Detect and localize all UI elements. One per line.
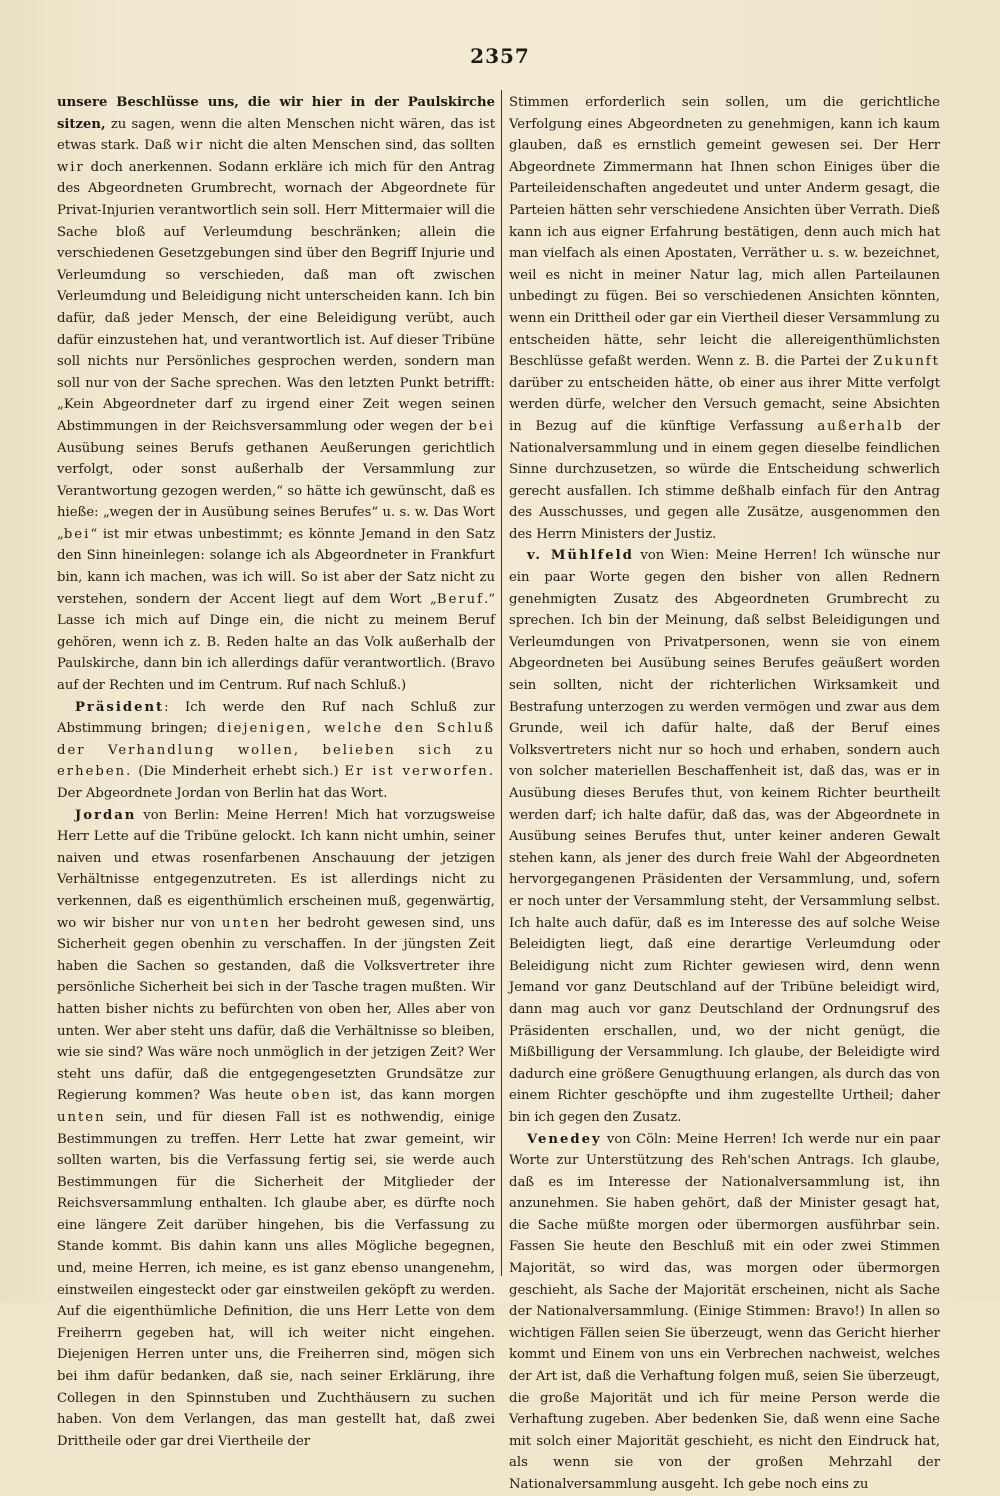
text-run: Der Abgeordnete Jordan von Berlin hat das Wort. (57, 786, 388, 801)
column-divider (501, 90, 502, 1276)
spaced-emphasis: außerhalb (817, 418, 904, 434)
text-run: von Cöln: Meine Herren! Ich werde nur ein paar Worte zur Unterstützung des Reh'schen Antrags. Ich glaube, daß es im Interesse der Nationalversammlung ist, ihn anzunehmen. Sie haben gehört, daß der Minister gesagt hat, die Sache müßte morgen oder übermorgen ausführbar sein. Fassen Sie heute den Beschluß mit ein oder zwei Stimmen Majorität, so wird das, was morgen oder übermorgen geschieht, als Sache der Majorität erscheinen, nicht als Sache der Nationalversammlung. (Einige Stimmen: Bravo!) In allen so wichtigen Fällen seien Sie überzeugt, wenn das Gericht hierher kommt und Einem von uns ein Verbrechen nachweist, welches der Art ist, daß die Verhaftung folgen muß, seien Sie überzeugt, die große Majorität und ich für meine Person werde die Verhaftung zugeben. Aber bedenken Sie, daß wenn eine Sache mit solch einer Majorität geschieht, es nicht den Eindruck hat, als wenn sie von der großen Mehrzahl der Nationalversammlung ausgeht. Ich gebe noch eins zu (509, 1131, 940, 1492)
spaced-emphasis: diejenigen, welche den Schluß der Verhandlung wollen, belieben sich zu erheben. (57, 721, 495, 780)
speaker-name: Venedey (527, 1131, 602, 1147)
text-run: der Nationalversammlung und in einem gegen dieselbe feindlichen Sinne durchzusetzen, so würde die Entscheidung schwerlich gerecht ausfallen. Ich stimme deßhalb einfach für den Antrag des Ausschusses, und gegen alle Zusätze, ausgenommen den des Herrn Ministers der Justiz. (509, 418, 940, 542)
text-run: “ ist mir etwas unbestimmt; es könnte Jemand in den Satz den Sinn hineinlegen: solange ich als Abgeordneter in Frankfurt bin, kann ich machen, was ich will. So ist aber der Satz nicht zu verstehen, sondern der Accent liegt auf dem Wort „ (57, 526, 495, 607)
spaced-emphasis: Er ist verworfen. (344, 764, 495, 780)
text-run: zu sagen, wenn die alten Menschen nicht wären, das ist etwas stark. Daß (57, 116, 495, 154)
left-column (57, 92, 496, 1449)
spaced-emphasis: Beruf (436, 591, 485, 607)
text-run: Ausübung seines Berufs gethanen Aeußerungen gerichtlich verfolgt, oder sonst außerhalb der Versammlung zur Verantwortung gezogen werden,“ so hätte ich gewünscht, daß es hieße: „wegen der in Ausübung seines Berufes“ u. s. w. Das Wort „ (57, 440, 495, 542)
spaced-emphasis: bei (63, 526, 91, 542)
spaced-emphasis: wir (176, 138, 205, 154)
paragraph (57, 92, 495, 697)
right-column (509, 92, 940, 1492)
text-run: darüber zu entscheiden hätte, ob einer aus ihrer Mitte verfolgt werden dürfe, welcher den Versuch gemacht, seine Absichten in Bezug auf die künftige Verfassung (509, 375, 940, 434)
page-number: 2357 (470, 44, 530, 68)
text-run: sein, und für diesen Fall ist es nothwendig, einige Bestimmungen zu treffen. Herr Lette hat zwar gemeint, wir sollten warten, bis die Verfassung fertig sei, sie werde auch Bestimmungen für die Sicherheit der Mitglieder der Reichsversammlung enthalten. Ich glaube aber, es dürfte noch eine längere Zeit darüber hingehen, bis die Verfassung zu Stande kommt. Bis dahin kann uns alles Mögliche begegnen, und, meine Herren, ich meine, es ist ganz ebenso unangenehm, einstweilen eingesteckt oder gar einstweilen geköpft zu werden. Auf die eigenthümliche Definition, die uns Herr Lette von dem Freiherrn gegeben hat, will ich weiter nicht eingehen. Diejenigen Herren unter uns, die Freiherren sind, mögen sich bei ihm dafür bedanken, daß sie, nach seiner Erklärung, ihre Collegen in den Spinnstuben und Zuchthäusern zu suchen haben. Von dem Verlangen, das man gestellt hat, daß zwei Drittheile oder gar drei Viertheile der (57, 1109, 495, 1449)
bold-phrase: unsere Beschlüsse uns, die wir hier in der Paulskirche sitzen, (57, 95, 495, 132)
text-run: von Wien: Meine Herren! Ich wünsche nur ein paar Worte gegen den bisher von allen Rednern genehmigten Zusatz des Abgeordneten Grumbrecht zu sprechen. Ich bin der Meinung, daß selbst Beleidigungen und Verleumdungen von Privatpersonen, wenn sie von einem Abgeordneten bei Ausübung seines Berufes geäußert worden sein sollten, nicht der richterlichen Wirksamkeit und Bestrafung unterzogen zu werden vermögen und zwar aus dem Grunde, weil ich dafür halte, daß der Beruf eines Volksvertreters nicht nur so hoch und erhaben, sondern auch von solcher materiellen Beschaffenheit ist, daß das, was er in Ausübung dieses Berufes thut, von keinem Richter beurtheilt werden darf; ich halte dafür, daß das, was der Abgeordnete in Ausübung seines Berufes thut, unter keiner anderen Gewalt stehen kann, als jener des durch freie Wahl der Abgeordneten hervorgegangenen Präsidenten der Versammlung, und, sofern er noch unter der Versammlung steht, der Versammlung selbst. Ich halte auch dafür, daß es im Interesse des auf solche Weise Beleidigten liegt, daß eine derartige Verleumdung oder Beleidigung nicht zum Richter gewiesen wird, denn wenn Jemand vor ganz Deutschland auf der Tribüne beleidigt wird, dann mag auch vor ganz Deutschland der Ordnungsruf des Präsidenten erschallen, und, wo der nicht genügt, die Mißbilligung der Versammlung. Ich glaube, der Beleidigte wird dadurch eine größere Genugthuung erlangen, als durch das von einem Richter geschöpfte und ihm zugestellte Urtheil; daher bin ich gegen den Zusatz. (509, 548, 940, 1125)
text-run: nicht die alten Menschen sind, das sollten (204, 138, 495, 154)
text-run: .“ Lasse ich mich auf Dinge ein, die nicht zu meinem Beruf gehören, wenn ich z. B. Reden halte an das Volk außerhalb der Paulskirche, dann bin ich allerdings dafür verantwortlich. (Bravo auf der Rechten und im Centrum. Ruf nach Schluß.) (57, 591, 495, 694)
text-run: doch anerkennen. Sodann erkläre ich mich für den Antrag des Abgeordneten Grumbrecht, wornach der Abgeordnete für Privat-Injurien verantwortlich sein soll. Herr Mittermaier will die Sache bloß auf Verleumdung beschränken; allein die verschiedenen Gesetzgebungen sind über den Begriff Injurie und Verleumdung so verschieden, daß man oft zwischen Verleumdung und Beleidigung nicht unterscheiden kann. Ich bin dafür, daß jeder Mensch, der eine Beleidigung verübt, auch dafür einzustehen hat, und verantwortlich ist. Auf dieser Tribüne soll nichts nur Persönliches gesprochen werden, sondern man soll nur von der Sache sprechen. Was den letzten Punkt betrifft: „Kein Abgeordneter darf zu irgend einer Zeit wegen seinen Abstimmungen in der Reichsversammlung oder wegen der (57, 159, 495, 434)
speaker-name: Jordan (75, 807, 137, 823)
text-run: : Ich werde den Ruf nach Schluß zur Abstimmung bringen; (57, 699, 495, 737)
speaker-name: Präsident (75, 699, 165, 715)
paragraph (509, 1129, 940, 1496)
text-run: her bedroht gewesen sind, uns Sicherheit gegen obenhin zu verschaffen. In der jüngsten Zeit haben die Sachen so gestanden, daß die Volksvertreter ihre persönliche Sicherheit bei sich in der Tasche tragen mußten. Wir hatten bisher nichts zu befürchten von oben her, Alles aber von unten. Wer aber steht uns dafür, daß die Verhältnisse so bleiben, wie sie sind? Was wäre noch unmöglich in der jetzigen Zeit? Wer steht uns dafür, daß die entgegengesetzten Grundsätze zur Regierung kommen? Was heute (57, 915, 496, 1104)
spaced-emphasis: bei (468, 418, 495, 434)
spaced-emphasis: unten (222, 915, 271, 931)
paragraph (509, 92, 940, 545)
text-run: (Die Minderheit erhebt sich.) (132, 764, 345, 780)
speaker-name: v. Mühlfeld (527, 548, 634, 564)
text-run: ist, das kann morgen (331, 1088, 495, 1104)
spaced-emphasis: oben (291, 1088, 332, 1104)
paragraph (57, 805, 495, 1453)
spaced-emphasis: unten (57, 1109, 106, 1125)
spaced-emphasis: Zukunft (873, 354, 940, 370)
text-run: von Berlin: Meine Herren! Mich hat vorzugsweise Herr Lette auf die Tribüne gelockt. Ich kann nicht umhin, seiner naiven und etwas rosenfarbenen Anschauung der jetzigen Verhältnisse entgegenzutreten. Es ist allerdings nicht zu verkennen, daß es eigenthümlich erscheinen muß, gegenwärtig, wo wir bisher nur von (57, 807, 495, 931)
text-run: Stimmen erforderlich sein sollen, um die gerichtliche Verfolgung eines Abgeordneten zu genehmigen, kann ich kaum glauben, daß es ernstlich gemeint gewesen sei. Der Herr Abgeordnete Zimmermann hat Ihnen schon Einiges über die Parteileidenschaften angedeutet und unter Anderm gesagt, die Parteien hätten sehr verschiedene Ansichten über Verrath. Dieß kann ich aus eigner Erfahrung bestätigen, denn auch mich hat man vielfach als einen Apostaten, Verräther u. s. w. bezeichnet, weil es nicht in meiner Natur lag, mich allen Parteilaunen unbedingt zu fügen. Bei so verschiedenen Ansichten könnten, wenn ein Drittheil oder gar ein Viertheil dieser Versammlung zu entscheiden hätte, sehr leicht die allereigenthümlichsten Beschlüsse gefaßt werden. Wenn z. B. die Partei der (509, 95, 940, 370)
paragraph (509, 545, 940, 1128)
spaced-emphasis: wir (57, 159, 85, 175)
paragraph (57, 697, 495, 805)
